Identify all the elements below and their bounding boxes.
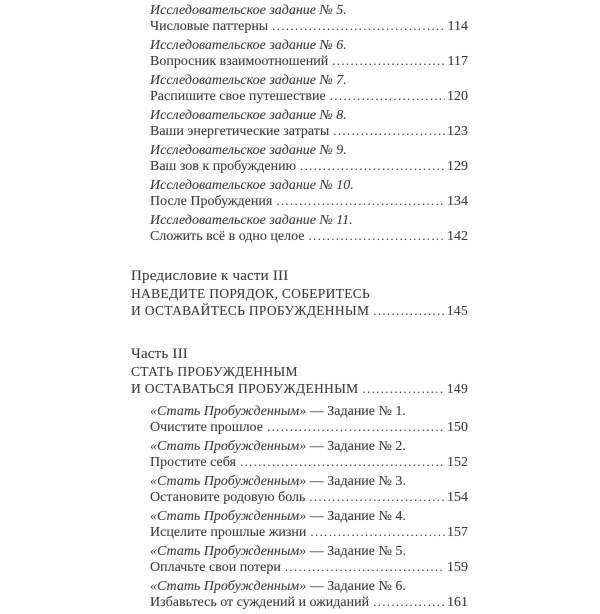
toc-entry-subtitle: Ваши энергетические затраты (150, 124, 330, 139)
toc-entry-subtitle: Ваш зов к пробуждению (150, 159, 297, 174)
toc-entry-subtitle-row (150, 454, 468, 470)
toc-entry-subtitle: Простите себя (150, 455, 236, 470)
section-part-3 (131, 345, 468, 397)
toc-entry-title (150, 3, 468, 18)
toc-entry-title-quote: «Стать Пробужденным» (150, 404, 307, 419)
toc-page (131, 0, 468, 614)
dot-leader (276, 193, 445, 209)
dot-leader (240, 454, 445, 470)
toc-entry-title (150, 108, 468, 123)
toc-entry-subtitle-row (150, 594, 468, 610)
page-number: 149 (446, 381, 468, 396)
toc-entry-title-text: Исследовательское задание № 11. (150, 213, 353, 228)
page-number: 152 (447, 455, 468, 470)
toc-entry-subtitle-row (150, 489, 468, 505)
toc-entry-title (150, 544, 468, 559)
toc-entry (150, 404, 468, 435)
page-number: 154 (447, 490, 468, 505)
toc-entry-title-quote: «Стать Пробужденным» (150, 474, 307, 489)
toc-entry-title-quote: «Стать Пробужденным» (150, 439, 307, 454)
page-number: 120 (447, 89, 468, 104)
toc-entry-subtitle: Очистите прошлое (150, 420, 263, 435)
toc-entry-title (150, 143, 468, 158)
toc-entry-title-rest: — Задание № 1. (306, 404, 406, 419)
awakened-task-list (150, 404, 468, 610)
section-heading: Предисловие к части III (131, 268, 289, 284)
toc-entry-title-rest: — Задание № 2. (306, 439, 406, 454)
section-title-line: И ОСТАВАЙТЕСЬ ПРОБУЖДЕННЫМ (131, 303, 370, 318)
toc-entry-title-text: Исследовательское задание № 9. (150, 143, 347, 158)
toc-entry-subtitle-row (150, 193, 468, 209)
toc-entry-title-text: Исследовательское задание № 7. (150, 73, 347, 88)
toc-entry (150, 213, 468, 244)
dot-leader (300, 158, 445, 174)
toc-entry-subtitle: Избавьтесь от суждений и ожиданий (150, 595, 370, 610)
page-number: 129 (447, 159, 468, 174)
toc-entry-title (150, 439, 468, 454)
toc-entry-title-quote: «Стать Пробужденным» (150, 509, 307, 524)
toc-entry-title-quote: «Стать Пробужденным» (150, 544, 307, 559)
toc-entry-title-text: Исследовательское задание № 8. (150, 108, 347, 123)
toc-entry-title-rest: — Задание № 6. (306, 579, 406, 594)
toc-entry-title-text: Исследовательское задание № 6. (150, 38, 347, 53)
toc-entry-title-rest: — Задание № 5. (306, 544, 406, 559)
toc-entry (150, 509, 468, 540)
toc-entry (150, 579, 468, 610)
toc-entry-title-text: Исследовательское задание № 10. (150, 178, 354, 193)
dot-leader (309, 489, 445, 505)
toc-entry-subtitle-row (150, 88, 468, 104)
toc-entry-title (150, 38, 468, 53)
toc-entry-title (150, 474, 468, 489)
section-heading: Часть III (131, 346, 188, 362)
toc-entry-subtitle-row (150, 123, 468, 139)
toc-entry (150, 73, 468, 104)
dot-leader (332, 53, 445, 69)
dot-leader (362, 380, 444, 397)
toc-entry-subtitle-row (150, 158, 468, 174)
page-number: 157 (447, 525, 468, 540)
toc-entry-subtitle-row (150, 18, 468, 34)
toc-entry-title (150, 509, 468, 524)
toc-entry (150, 178, 468, 209)
dot-leader (272, 18, 445, 34)
toc-entry (150, 108, 468, 139)
toc-entry-subtitle: Числовые паттерны (150, 19, 269, 34)
page-number: 145 (446, 303, 468, 318)
toc-entry-title (150, 178, 468, 193)
section-title-line: СТАТЬ ПРОБУЖДЕННЫМ (131, 364, 298, 379)
toc-entry-subtitle: После Пробуждения (150, 194, 273, 209)
toc-entry-subtitle: Исцелите прошлые жизни (150, 525, 307, 540)
research-task-list (150, 0, 468, 244)
toc-entry-title (150, 404, 468, 419)
toc-entry (150, 38, 468, 69)
toc-entry-title (150, 73, 468, 88)
dot-leader (285, 559, 445, 575)
dot-leader (373, 594, 445, 610)
dot-leader (373, 302, 445, 319)
page-number: 159 (447, 560, 468, 575)
section-preface-part-3 (131, 267, 468, 319)
toc-entry-subtitle-row (150, 524, 468, 540)
toc-entry (150, 143, 468, 174)
page-number: 161 (447, 595, 468, 610)
page-number: 134 (447, 194, 468, 209)
toc-entry-title (150, 213, 468, 228)
toc-entry-subtitle: Оплачьте свои потери (150, 560, 281, 575)
dot-leader (330, 88, 445, 104)
dot-leader (309, 228, 446, 244)
page-number: 114 (447, 19, 468, 34)
toc-entry-subtitle-row (150, 559, 468, 575)
toc-entry-title-quote: «Стать Пробужденным» (150, 579, 307, 594)
section-title-line: И ОСТАВАТЬСЯ ПРОБУЖДЕННЫМ (131, 381, 359, 396)
section-title-line: НАВЕДИТЕ ПОРЯДОК, СОБЕРИТЕСЬ (131, 286, 371, 301)
toc-entry (150, 3, 468, 34)
toc-entry (150, 544, 468, 575)
toc-entry-subtitle: Вопросник взаимоотношений (150, 54, 329, 69)
toc-entry (150, 474, 468, 505)
toc-entry-subtitle-row (150, 419, 468, 435)
toc-entry (150, 439, 468, 470)
toc-entry-title (150, 579, 468, 594)
toc-entry-title-rest: — Задание № 3. (306, 474, 406, 489)
toc-entry-subtitle-row (150, 228, 468, 244)
section-title-row (131, 302, 468, 319)
toc-entry-subtitle-row (150, 53, 468, 69)
section-title-row (131, 380, 468, 397)
toc-entry-subtitle: Остановите родовую боль (150, 490, 306, 505)
dot-leader (310, 524, 445, 540)
toc-entry-subtitle: Распишите свое путешествие (150, 89, 326, 104)
page-number: 123 (447, 124, 468, 139)
page-number: 117 (447, 54, 468, 69)
page-number: 142 (447, 229, 468, 244)
toc-entry-title-text: Исследовательское задание № 5. (150, 3, 347, 18)
dot-leader (333, 123, 445, 139)
toc-entry-title-rest: — Задание № 4. (306, 509, 406, 524)
dot-leader (267, 419, 445, 435)
toc-entry-subtitle: Сложить всё в одно целое (150, 229, 305, 244)
page-number: 150 (447, 420, 468, 435)
